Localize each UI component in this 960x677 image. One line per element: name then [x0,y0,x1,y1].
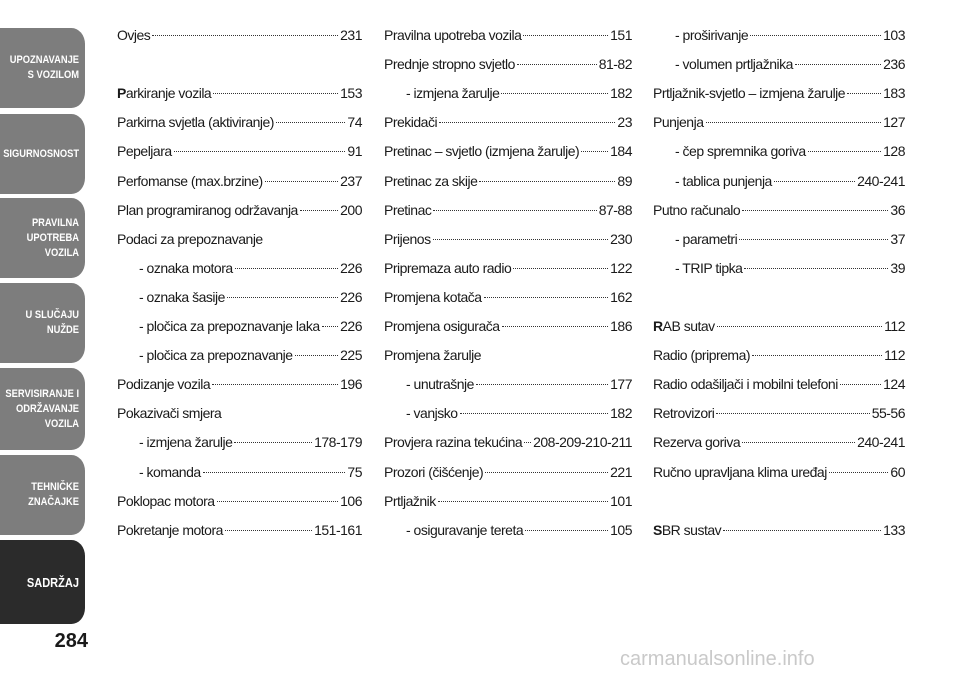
index-entry-label [653,517,721,543]
index-entry-page: 240-241 [857,172,905,189]
index-entry-text: Prtljažnik [384,492,436,509]
sidebar-tab-label: PRAVILNA [31,216,80,229]
dot-leader [476,383,608,385]
index-entry[interactable] [384,342,632,368]
sidebar-tab-label: NUŽDE [46,324,80,336]
index-entry-text: Prtljažnik-svjetlo – izmjena žarulje [653,85,846,102]
index-entry-text: - vanjsko [406,405,458,422]
index-entry-text: - pločica za prepoznavanje laka [139,318,320,334]
index-entry-label [653,429,740,455]
sidebar-tab-label: ODRŽAVANJE [16,402,80,415]
index-entry-label [384,197,431,223]
index-entry[interactable] [117,80,362,106]
sidebar-tab-7[interactable] [0,540,85,624]
dot-leader [300,209,338,211]
index-entry-label [406,400,458,426]
dot-leader [829,471,889,473]
dot-leader [433,238,609,240]
index-entry-label [675,168,772,194]
index-entry-page: 208-209-210-211 [533,434,632,451]
index-entry-label [139,255,233,281]
index-entry-label [384,488,436,514]
index-entry[interactable] [139,342,362,368]
index-entry-page: 127 [883,114,905,131]
index-entry-label [406,517,523,543]
index-entry[interactable] [653,429,905,455]
dot-leader [234,441,312,443]
index-entry-page: 230 [610,230,632,247]
index-entry-page: 37 [890,230,905,247]
index-entry-page: 177 [610,376,632,393]
dot-leader [438,500,608,502]
index-entry-page: 23 [617,114,632,131]
index-entry-page: 81-82 [598,56,632,73]
index-entry[interactable] [384,197,632,223]
index-entry[interactable] [675,22,905,48]
index-entry-text: Rezerva goriva [653,434,741,451]
index-entry-page: 106 [340,492,362,509]
index-entry[interactable] [139,313,362,339]
dot-leader [525,529,608,531]
index-entry-label [117,168,263,194]
index-entry-label [117,371,210,397]
index-entry-text: - oznaka šasije [139,288,225,305]
index-entry[interactable] [675,51,905,77]
index-entry-label [675,22,748,48]
index-entry-label [384,284,482,310]
index-entry-text: Perfomanse (max.brzine) [117,172,263,189]
sidebar-tab-6[interactable] [0,455,85,535]
index-entry-text: - komanda [139,463,201,480]
index-entry-label [384,313,500,339]
index-entry-text: Prijenos [384,230,431,247]
index-entry[interactable] [384,226,632,252]
index-entry-label [675,255,742,281]
index-entry-page: 91 [347,143,362,160]
index-entry[interactable] [139,284,362,310]
index-entry-label [139,313,320,339]
dot-leader [501,92,608,94]
sidebar-tab-label: TEHNIČKE [31,481,80,493]
index-entry-page: 184 [610,143,632,160]
dot-leader [744,267,888,269]
index-entry-page: 226 [340,318,362,334]
index-entry-text: - čep spremnika goriva [675,143,806,160]
dot-leader [322,325,339,327]
index-entry-page: 151 [610,27,632,43]
index-entry-text: Radio (priprema) [653,347,751,364]
index-entry-label [117,400,221,426]
index-entry[interactable] [117,109,362,135]
index-entry[interactable] [384,168,632,194]
index-entry[interactable] [117,488,362,514]
index-entry-text: Ručno upravljana klima uređaj [653,463,827,480]
dot-leader [225,529,312,531]
index-entry[interactable] [384,22,632,48]
index-entry-page: 162 [610,288,632,305]
dot-leader [523,34,608,36]
index-entry-page: 240-241 [857,434,905,451]
index-entry-page: 74 [347,114,362,131]
index-entry-text: Putno računalo [653,201,741,218]
index-entry-page: 153 [340,85,362,102]
index-entry-text: Pretinac za skije [384,172,478,189]
dot-leader [212,383,338,385]
index-entry-text: - tablica punjenja [675,172,772,189]
index-entry[interactable] [117,168,362,194]
index-entry-label [117,22,150,48]
dot-leader [517,63,597,65]
dot-leader [479,180,615,182]
index-entry-label [117,138,172,164]
index-entry-text: Pravilna upotreba vozila [384,27,522,43]
index-entry[interactable] [653,371,905,397]
dot-leader [174,150,346,152]
index-entry-label [653,371,838,397]
sidebar-tab-label: SERVISIRANJE I [5,387,80,400]
sidebar-tab-label: U SLUČAJU [25,309,80,321]
index-entry-page: 226 [340,259,362,276]
index-entry-text: Prednje stropno svjetlo [384,56,515,73]
index-entry[interactable] [117,197,362,223]
index-entry-label [139,459,201,485]
index-entry-text: Plan programiranog održavanja [117,201,298,218]
index-entry-label [384,429,522,455]
index-entry-text: Poklopac motora [117,492,215,509]
sidebar-tab-label: SADRŽAJ [26,574,80,590]
dot-leader [524,441,531,443]
dot-leader [795,63,881,65]
page-number: 284 [54,630,88,652]
index-entry-text: - oznaka motora [139,259,233,276]
index-entry-page: 124 [883,376,905,393]
sidebar-tab-2[interactable] [0,114,85,194]
watermark: carmanualsonline.info [620,648,815,670]
index-entry[interactable] [117,371,362,397]
index-entry-label [384,51,515,77]
dot-leader [739,238,888,240]
index-entry[interactable] [653,80,905,106]
index-entry[interactable] [384,459,632,485]
dot-leader [750,34,881,36]
index-entry-text: - parametri [675,230,738,247]
index-entry-label [117,109,274,135]
index-entry-text: Retrovizori [653,405,715,422]
index-entry-label [384,168,477,194]
sidebar-tab-label: UPOTREBA [26,231,80,244]
index-entry[interactable] [117,226,362,252]
index-entry[interactable] [139,459,362,485]
index-entry-text: Parkirna svjetla (aktiviranje) [117,114,274,131]
index-entry[interactable] [117,400,362,426]
index-entry-text: Prozori (čišćenje) [384,463,484,480]
index-entry-page: 196 [340,376,362,393]
index-entry-label [384,459,483,485]
index-entry-label [653,400,714,426]
index-entry-page: 60 [890,463,905,480]
index-entry[interactable] [384,138,632,164]
index-entry-text: Pokretanje motora [117,521,223,538]
index-entry[interactable] [653,459,905,485]
index-entry-label [675,226,737,252]
index-entry-page: 182 [610,405,632,422]
index-entry-text: Pokazivači smjera [117,405,222,422]
index-entry[interactable] [384,313,632,339]
index-entry-page: 103 [883,27,905,43]
index-entry-text: Promjena žarulje [384,347,482,364]
index-entry-text: Provjera razina tekućina [384,434,523,451]
dot-leader [460,412,609,414]
dot-leader [265,180,338,182]
index-entry-label [653,459,827,485]
index-entry[interactable] [406,400,632,426]
index-entry-page: 237 [340,172,362,189]
index-entry[interactable] [384,51,632,77]
index-entry-page: 200 [340,201,362,218]
index-entry-page: 151-161 [314,521,362,538]
index-entry-page: 182 [610,85,632,102]
chapter-sidebar [0,0,102,677]
index-entry-page: 226 [340,288,362,305]
index-entry-text: - TRIP tipka [675,259,743,276]
dot-leader [484,296,609,298]
index-entry-page: 122 [610,259,632,276]
dot-leader [213,92,338,94]
index-entry[interactable] [406,517,632,543]
sidebar-tab-4[interactable] [0,283,85,363]
dot-leader [276,121,345,123]
dot-leader [227,296,338,298]
index-entry[interactable] [653,400,905,426]
sidebar-tab-5[interactable] [0,368,85,450]
index-entry-page: 128 [883,143,905,160]
dot-leader [203,471,346,473]
index-entry[interactable] [675,226,905,252]
index-entry-page: 89 [617,172,632,189]
index-entry-page: 87-88 [598,201,632,218]
index-entry-text: Pretinac [384,201,432,218]
index-entry-label [384,22,521,48]
index-entry-text: - izmjena žarulje [139,434,233,451]
index-entry-label [653,342,750,368]
index-letter-initial: S [653,521,662,538]
index-entry-page: 236 [883,56,905,73]
dot-leader [152,34,338,36]
index-entry-text: AB sutav [662,318,715,334]
index-entry[interactable] [653,517,905,543]
index-entry-page: 178-179 [314,434,362,451]
index-entry-text: Podizanje vozila [117,376,211,393]
dot-leader [742,441,855,443]
index-entry-page: 75 [347,463,362,480]
index-entry[interactable] [384,109,632,135]
index-entry-text: Ovjes [117,27,151,43]
dot-leader [716,412,869,414]
index-entry-text: - izmjena žarulje [406,85,500,102]
dot-leader [840,383,881,385]
sidebar-tab-label: VOZILA [44,246,80,259]
sidebar-tab-label: VOZILA [44,417,80,430]
index-entry-text: Promjena kotača [384,288,482,305]
index-entry-label [117,197,298,223]
index-entry[interactable] [653,342,905,368]
index-entry-page: 183 [883,85,905,102]
sidebar-tab-1[interactable] [0,28,85,108]
index-entry-label [117,80,211,106]
dot-leader [742,209,888,211]
sidebar-tab-3[interactable] [0,198,85,278]
index-entry-page: 105 [610,521,632,538]
index-entry[interactable] [139,429,362,455]
index-entry-label [384,138,579,164]
index-entry-text: - unutrašnje [406,376,474,393]
index-entry-text: - pločica za prepoznavanje [139,347,293,364]
index-entry[interactable] [675,255,905,281]
index-entry-label [675,51,793,77]
dot-leader [235,267,338,269]
index-entry-text: Pripremaza auto radio [384,259,512,276]
index-entry-label [406,80,499,106]
index-entry-text: Prekidači [384,114,438,131]
index-entry-label [139,429,232,455]
index-entry[interactable] [653,313,905,339]
index-entry[interactable] [384,255,632,281]
index-entry-page: 112 [884,318,905,334]
index-entry-text: Pepeljara [117,143,172,160]
index-entry-label [117,226,263,252]
dot-leader [752,354,882,356]
sidebar-tab-label: SIGURNOSNOST [3,147,80,160]
index-entry-text: Punjenja [653,114,704,131]
index-entry-page: 231 [340,27,362,43]
dot-leader [217,500,339,502]
index-entry-page: 39 [890,259,905,276]
dot-leader [847,92,881,94]
index-entry-label [384,109,437,135]
index-entry-text: arkiranje vozila [125,85,212,102]
index-entry-label [139,284,225,310]
index-entry-label [384,255,511,281]
index-entry[interactable] [675,168,905,194]
index-entry-text: Radio odašiljači i mobilni telefoni [653,376,838,393]
sidebar-tab-label: S VOZILOM [27,69,80,81]
index-entry[interactable] [675,138,905,164]
index-entry-label [653,109,704,135]
dot-leader [706,121,882,123]
index-entry-label [139,342,293,368]
index-entry-label [653,197,740,223]
index-entry[interactable] [653,197,905,223]
dot-leader [808,150,882,152]
index-entry-text: - osiguravanje tereta [406,521,524,538]
index-entry-label [384,226,431,252]
sidebar-tab-label: UPOZNAVANJE [9,54,80,66]
index-entry[interactable] [384,488,632,514]
dot-leader [433,209,596,211]
index-entry[interactable] [384,429,632,455]
dot-leader [295,354,339,356]
index-entry-text: - volumen prtljažnika [675,56,793,73]
index-entry[interactable] [117,22,362,48]
index-entry[interactable] [653,109,905,135]
index-entry-text: Podaci za prepoznavanje [117,230,263,247]
dot-leader [513,267,608,269]
index-entry[interactable] [117,138,362,164]
index-entry-page: 55-56 [871,405,905,422]
index-entry-text: Pretinac – svjetlo (izmjena žarulje) [384,143,580,160]
index-entry-label [117,488,215,514]
dot-leader [774,180,855,182]
index-entry-page: 133 [883,521,905,538]
index-entry-page: 101 [610,492,632,509]
dot-leader [723,529,881,531]
sidebar-tab-label: ZNAČAJKE [28,496,80,508]
dot-leader [439,121,615,123]
index-entry-text: BR sustav [661,521,722,538]
index-entry-page: 112 [884,347,905,364]
dot-leader [485,471,608,473]
index-entry[interactable] [406,80,632,106]
index-entry[interactable] [384,284,632,310]
index-entry-page: 225 [340,347,362,364]
index-entry-label [384,342,481,368]
index-entry-label [653,80,845,106]
index-entry-page: 36 [890,201,905,218]
index-entry[interactable] [406,371,632,397]
index-entry-page: 186 [610,318,632,334]
index-entry-text: - proširivanje [675,27,749,43]
index-entry-text: Promjena osigurača [384,318,500,334]
dot-leader [502,325,609,327]
index-entry-page: 221 [610,463,632,480]
index-entry[interactable] [117,517,362,543]
index-entry-label [675,138,806,164]
index-letter-initial: P [117,85,126,102]
dot-leader [581,150,608,152]
dot-leader [717,325,883,327]
index-letter-initial: R [653,318,663,334]
index-entry-label [406,371,474,397]
index-entry[interactable] [139,255,362,281]
index-entry-label [117,517,223,543]
index-entry-label [653,313,715,339]
